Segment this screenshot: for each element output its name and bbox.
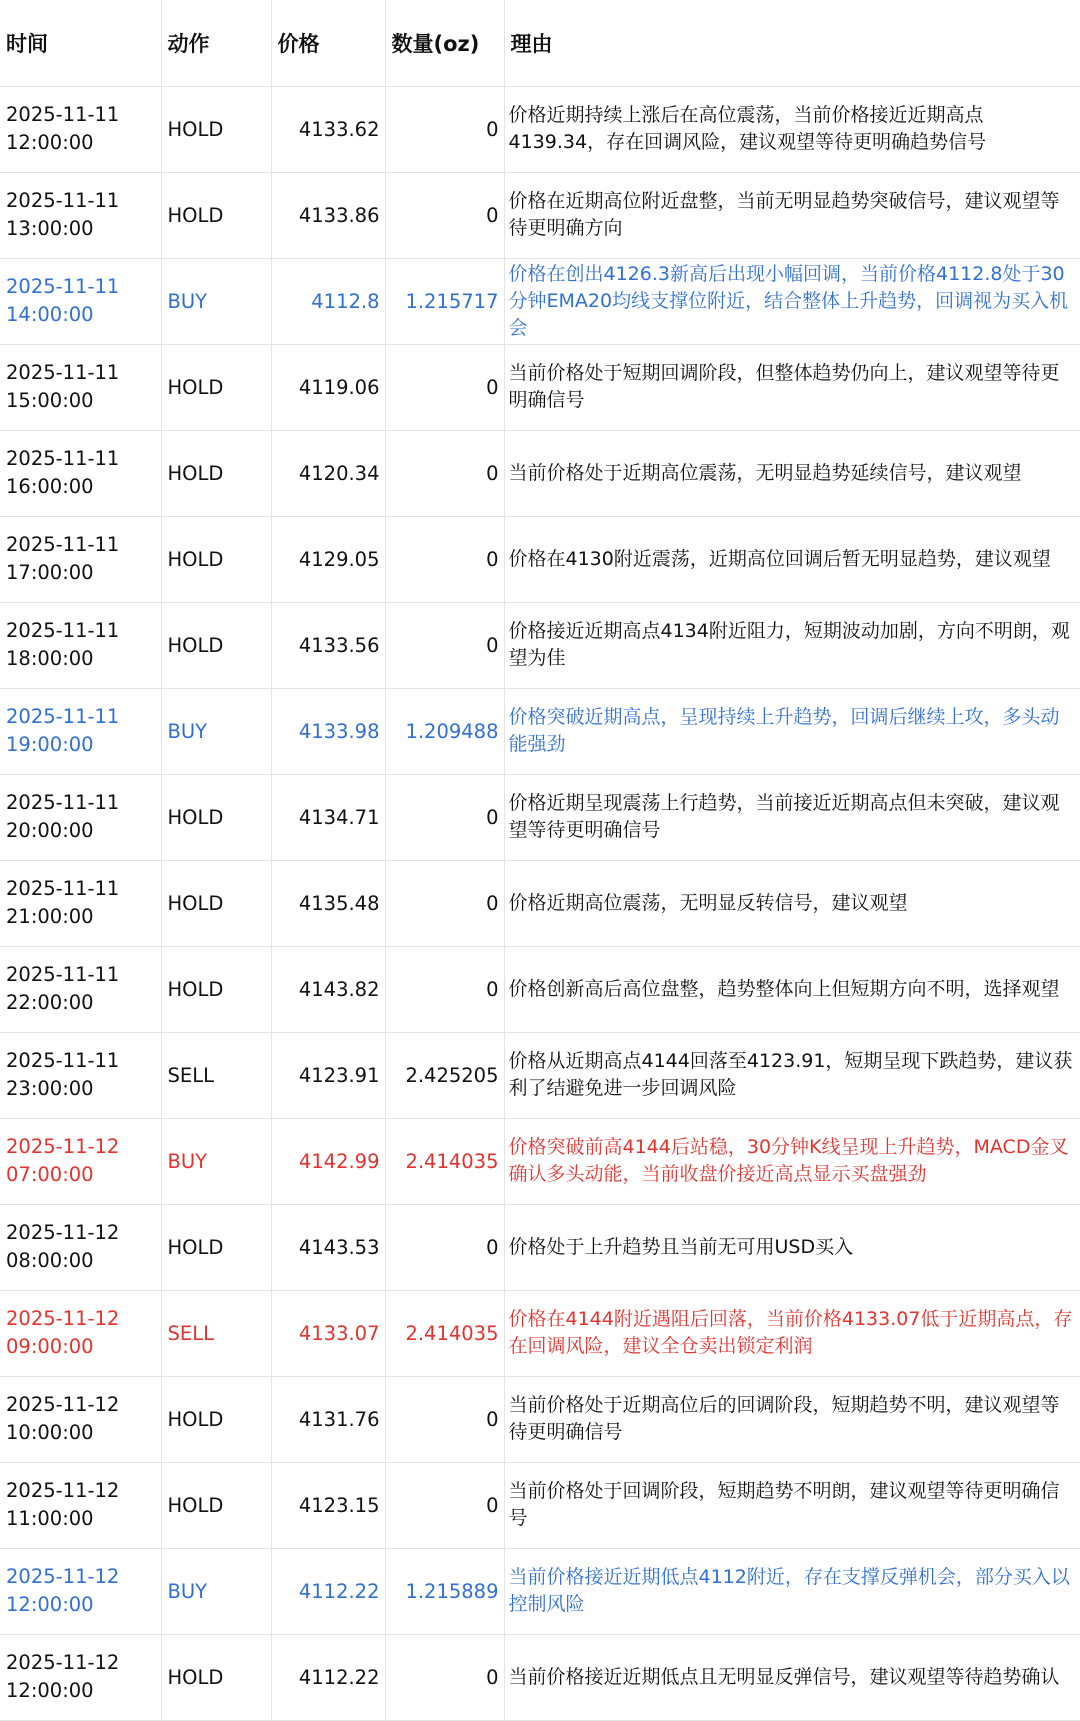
cell-time	[0, 1634, 161, 1720]
cell-time	[0, 516, 161, 602]
table-row[interactable]	[0, 860, 1080, 946]
cell-action: HOLD	[161, 430, 271, 516]
cell-qty: 0	[385, 774, 504, 860]
cell-time-text: 13:00:00	[6, 217, 94, 240]
cell-date-text: 2025-11-12	[6, 1479, 120, 1502]
cell-action: HOLD	[161, 602, 271, 688]
table-row[interactable]	[0, 688, 1080, 774]
cell-time	[0, 860, 161, 946]
cell-price: 4112.8	[271, 258, 385, 344]
cell-date-text: 2025-11-12	[6, 1135, 120, 1158]
cell-date-text: 2025-11-11	[6, 705, 120, 728]
cell-price: 4143.53	[271, 1204, 385, 1290]
cell-time-text: 16:00:00	[6, 475, 94, 498]
cell-date-text: 2025-11-11	[6, 619, 120, 642]
header-time[interactable]: 时间	[0, 0, 161, 86]
cell-action: HOLD	[161, 1634, 271, 1720]
cell-time	[0, 430, 161, 516]
cell-reason: 价格处于上升趋势且当前无可用USD买入	[504, 1204, 1080, 1290]
table-row[interactable]	[0, 774, 1080, 860]
cell-price: 4134.71	[271, 774, 385, 860]
cell-qty: 0	[385, 946, 504, 1032]
cell-time	[0, 688, 161, 774]
cell-price: 4133.98	[271, 688, 385, 774]
cell-time	[0, 946, 161, 1032]
cell-time-text: 12:00:00	[6, 1679, 94, 1702]
cell-price: 4123.15	[271, 1462, 385, 1548]
cell-time	[0, 86, 161, 172]
cell-time	[0, 258, 161, 344]
cell-date-text: 2025-11-12	[6, 1307, 120, 1330]
header-action[interactable]: 动作	[161, 0, 271, 86]
cell-qty: 0	[385, 516, 504, 602]
table-row[interactable]	[0, 258, 1080, 344]
cell-reason: 价格在4144附近遇阻后回落，当前价格4133.07低于近期高点，存在回调风险，建议全仓卖出锁定利润	[504, 1290, 1080, 1376]
cell-reason: 价格突破近期高点，呈现持续上升趋势，回调后继续上攻，多头动能强劲	[504, 688, 1080, 774]
header-reason[interactable]: 理由	[504, 0, 1080, 86]
cell-date-text: 2025-11-12	[6, 1221, 120, 1244]
cell-time-text: 15:00:00	[6, 389, 94, 412]
cell-date-text: 2025-11-11	[6, 1049, 120, 1072]
cell-time	[0, 344, 161, 430]
cell-qty: 0	[385, 1462, 504, 1548]
cell-reason: 当前价格处于近期高位后的回调阶段，短期趋势不明，建议观望等待更明确信号	[504, 1376, 1080, 1462]
cell-time-text: 09:00:00	[6, 1335, 94, 1358]
cell-time	[0, 1376, 161, 1462]
cell-time-text: 08:00:00	[6, 1249, 94, 1272]
cell-date-text: 2025-11-11	[6, 877, 120, 900]
cell-qty: 0	[385, 86, 504, 172]
cell-reason: 价格在4130附近震荡，近期高位回调后暂无明显趋势，建议观望	[504, 516, 1080, 602]
cell-date-text: 2025-11-11	[6, 963, 120, 986]
cell-time-text: 19:00:00	[6, 733, 94, 756]
cell-reason: 当前价格处于回调阶段，短期趋势不明朗，建议观望等待更明确信号	[504, 1462, 1080, 1548]
cell-date-text: 2025-11-11	[6, 533, 120, 556]
table-row[interactable]	[0, 946, 1080, 1032]
cell-reason: 价格创新高后高位盘整，趋势整体向上但短期方向不明，选择观望	[504, 946, 1080, 1032]
cell-time	[0, 1032, 161, 1118]
header-price[interactable]: 价格	[271, 0, 385, 86]
table-row[interactable]	[0, 430, 1080, 516]
cell-price: 4133.62	[271, 86, 385, 172]
cell-reason: 价格近期高位震荡，无明显反转信号，建议观望	[504, 860, 1080, 946]
cell-reason: 当前价格接近近期低点且无明显反弹信号，建议观望等待趋势确认	[504, 1634, 1080, 1720]
table-row[interactable]	[0, 1290, 1080, 1376]
cell-date-text: 2025-11-11	[6, 275, 120, 298]
cell-qty: 0	[385, 430, 504, 516]
table-row[interactable]	[0, 1548, 1080, 1634]
table-row[interactable]	[0, 172, 1080, 258]
cell-price: 4133.86	[271, 172, 385, 258]
cell-time-text: 17:00:00	[6, 561, 94, 584]
table-row[interactable]	[0, 1462, 1080, 1548]
table-row[interactable]	[0, 344, 1080, 430]
cell-reason: 价格在近期高位附近盘整，当前无明显趋势突破信号，建议观望等待更明确方向	[504, 172, 1080, 258]
table-row[interactable]	[0, 1032, 1080, 1118]
cell-action: HOLD	[161, 774, 271, 860]
cell-price: 4133.07	[271, 1290, 385, 1376]
cell-qty: 1.215717	[385, 258, 504, 344]
cell-date-text: 2025-11-12	[6, 1651, 120, 1674]
cell-reason: 当前价格接近近期低点4112附近，存在支撑反弹机会，部分买入以控制风险	[504, 1548, 1080, 1634]
cell-price: 4120.34	[271, 430, 385, 516]
cell-date-text: 2025-11-11	[6, 791, 120, 814]
cell-action: HOLD	[161, 86, 271, 172]
table-row[interactable]	[0, 602, 1080, 688]
cell-qty: 0	[385, 1634, 504, 1720]
cell-action: HOLD	[161, 1462, 271, 1548]
cell-action: HOLD	[161, 344, 271, 430]
cell-time	[0, 1548, 161, 1634]
cell-date-text: 2025-11-12	[6, 1393, 120, 1416]
cell-qty: 0	[385, 1204, 504, 1290]
cell-qty: 2.414035	[385, 1290, 504, 1376]
cell-action: BUY	[161, 258, 271, 344]
cell-reason: 价格突破前高4144后站稳，30分钟K线呈现上升趋势，MACD金叉确认多头动能，当前收盘价接近高点显示买盘强劲	[504, 1118, 1080, 1204]
header-row	[0, 0, 1080, 86]
cell-action: HOLD	[161, 516, 271, 602]
cell-time-text: 07:00:00	[6, 1163, 94, 1186]
cell-reason: 价格近期呈现震荡上行趋势，当前接近近期高点但未突破，建议观望等待更明确信号	[504, 774, 1080, 860]
cell-action: SELL	[161, 1032, 271, 1118]
cell-price: 4119.06	[271, 344, 385, 430]
table-row[interactable]	[0, 516, 1080, 602]
cell-qty: 0	[385, 344, 504, 430]
cell-time-text: 12:00:00	[6, 1593, 94, 1616]
cell-reason: 价格接近近期高点4134附近阻力，短期波动加剧，方向不明朗，观望为佳	[504, 602, 1080, 688]
cell-reason: 价格近期持续上涨后在高位震荡，当前价格接近近期高点4139.34，存在回调风险，建议观望等待更明确趋势信号	[504, 86, 1080, 172]
cell-time-text: 18:00:00	[6, 647, 94, 670]
cell-action: BUY	[161, 1548, 271, 1634]
cell-reason: 当前价格处于短期回调阶段，但整体趋势仍向上，建议观望等待更明确信号	[504, 344, 1080, 430]
cell-time-text: 20:00:00	[6, 819, 94, 842]
cell-action: HOLD	[161, 860, 271, 946]
cell-date-text: 2025-11-12	[6, 1565, 120, 1588]
cell-action: HOLD	[161, 1376, 271, 1462]
cell-qty: 0	[385, 172, 504, 258]
cell-time	[0, 774, 161, 860]
header-qty[interactable]: 数量(oz)	[385, 0, 504, 86]
cell-time	[0, 1290, 161, 1376]
cell-price: 4133.56	[271, 602, 385, 688]
table-row[interactable]	[0, 1118, 1080, 1204]
cell-reason: 价格在创出4126.3新高后出现小幅回调，当前价格4112.8处于30分钟EMA20均线支撑位附近，结合整体上升趋势，回调视为买入机会	[504, 258, 1080, 344]
table-row[interactable]	[0, 1204, 1080, 1290]
cell-time-text: 10:00:00	[6, 1421, 94, 1444]
table-row[interactable]	[0, 86, 1080, 172]
cell-reason: 价格从近期高点4144回落至4123.91，短期呈现下跌趋势，建议获利了结避免进一步回调风险	[504, 1032, 1080, 1118]
table-row[interactable]	[0, 1634, 1080, 1720]
cell-price: 4123.91	[271, 1032, 385, 1118]
cell-qty: 1.215889	[385, 1548, 504, 1634]
cell-action: HOLD	[161, 1204, 271, 1290]
cell-time-text: 21:00:00	[6, 905, 94, 928]
cell-action: HOLD	[161, 946, 271, 1032]
cell-qty: 0	[385, 602, 504, 688]
cell-time-text: 22:00:00	[6, 991, 94, 1014]
cell-qty: 0	[385, 1376, 504, 1462]
cell-date-text: 2025-11-11	[6, 103, 120, 126]
cell-time	[0, 602, 161, 688]
cell-reason: 当前价格处于近期高位震荡，无明显趋势延续信号，建议观望	[504, 430, 1080, 516]
cell-qty: 2.425205	[385, 1032, 504, 1118]
cell-qty: 0	[385, 860, 504, 946]
cell-price: 4142.99	[271, 1118, 385, 1204]
cell-time	[0, 1462, 161, 1548]
cell-time	[0, 1204, 161, 1290]
cell-action: BUY	[161, 1118, 271, 1204]
cell-time-text: 14:00:00	[6, 303, 94, 326]
cell-date-text: 2025-11-11	[6, 189, 120, 212]
cell-time-text: 11:00:00	[6, 1507, 94, 1530]
cell-action: BUY	[161, 688, 271, 774]
cell-price: 4129.05	[271, 516, 385, 602]
cell-time	[0, 172, 161, 258]
cell-price: 4143.82	[271, 946, 385, 1032]
cell-price: 4112.22	[271, 1634, 385, 1720]
table-row[interactable]	[0, 1376, 1080, 1462]
cell-time-text: 12:00:00	[6, 131, 94, 154]
cell-date-text: 2025-11-11	[6, 361, 120, 384]
cell-price: 4135.48	[271, 860, 385, 946]
cell-price: 4131.76	[271, 1376, 385, 1462]
cell-qty: 2.414035	[385, 1118, 504, 1204]
cell-action: SELL	[161, 1290, 271, 1376]
cell-action: HOLD	[161, 172, 271, 258]
cell-price: 4112.22	[271, 1548, 385, 1634]
cell-time-text: 23:00:00	[6, 1077, 94, 1100]
cell-date-text: 2025-11-11	[6, 447, 120, 470]
cell-qty: 1.209488	[385, 688, 504, 774]
cell-time	[0, 1118, 161, 1204]
